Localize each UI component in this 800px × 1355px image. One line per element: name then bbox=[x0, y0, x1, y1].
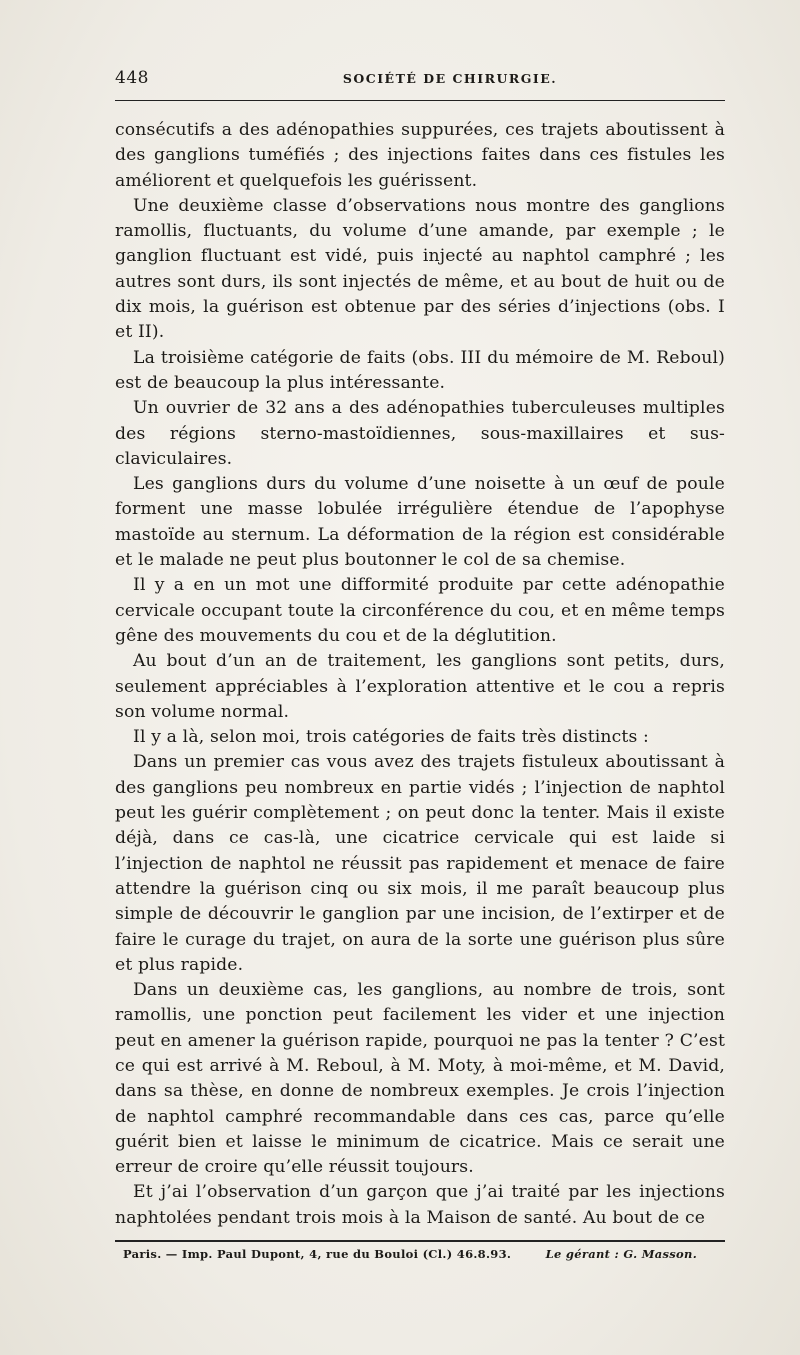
paragraph: Et j’ai l’observation d’un garçon que j’ai traité par les injections naphtolées pendant trois mois à la Maison de santé. Au bout de ce bbox=[115, 1182, 725, 1228]
running-head: SOCIÉTÉ DE CHIRURGIE. bbox=[342, 71, 558, 86]
footer-rule bbox=[115, 1240, 725, 1242]
paragraph: Au bout d’un an de traitement, les ganglions sont petits, durs, seulement appréciables à l’exploration attentive et le cou a repris son volume normal. bbox=[115, 651, 725, 722]
paragraph: Les ganglions durs du volume d’une noisette à un œuf de poule forment une masse lobulée irrégulière étendue de l’apophyse mastoïde au sternum. La déformation de la région est considérable et le malade ne peut plus boutonner le col de sa chemise. bbox=[115, 474, 725, 571]
gerant-text: Le gérant : G. Masson. bbox=[545, 1247, 697, 1261]
paragraph: Un ouvrier de 32 ans a des adénopathies tuberculeuses multiples des régions sterno-mastoïdiennes, sous-maxillaires et sus-claviculaires. bbox=[115, 398, 725, 469]
paragraph: Dans un deuxième cas, les ganglions, au nombre de trois, sont ramollis, une ponction peut facilement les vider et une injection peut en amener la guérison rapide, pourquoi ne pas la tenter ? C’est ce qui est arrivé à M. Reboul, à M. Moty, à moi-même, et M. David, dans sa thèse, en donne de nombreux exemples. Je crois l’injection de naphtol camphré recommandable dans ces cas, parce qu’elle guérit bien et laisse le minimum de cicatrice. Mais ce serait une erreur de croire qu’elle réussit toujours. bbox=[115, 980, 725, 1178]
imprint-text: Paris. — Imp. Paul Dupont, 4, rue du Bouloi (Cl.) 46.8.93. bbox=[123, 1247, 512, 1261]
paragraph: consécutifs a des adénopathies suppurées, ces trajets aboutissent à des ganglions tuméfiés ; des injections faites dans ces fistules les améliorent et quelquefois les guérissent. bbox=[115, 120, 725, 191]
header-rule bbox=[115, 100, 725, 101]
paragraph: Dans un premier cas vous avez des trajets fistuleux aboutissant à des ganglions peu nombreux en partie vidés ; l’injection de naphtol peut les guérir complètement ; on peut donc la tenter. Mais il existe déjà, dans ce cas-là, une cicatrice cervicale qui est laide si l’injection de naphtol ne réussit pas rapidement et menace de faire attendre la guérison cinq ou six mois, il me paraît beaucoup plus simple de découvrir le ganglion par une incision, de l’extirper et de faire le curage du trajet, on aura de la sorte une guérison plus sûre et plus rapide. bbox=[115, 752, 725, 975]
paragraph: Il y a là, selon moi, trois catégories de faits très distincts : bbox=[133, 727, 649, 748]
paragraph: La troisième catégorie de faits (obs. III du mémoire de M. Reboul) est de beaucoup la plus intéressante. bbox=[115, 347, 725, 393]
page-header bbox=[115, 66, 725, 94]
body-text bbox=[115, 118, 725, 1231]
paragraph: Une deuxième classe d’observations nous montre des ganglions ramollis, fluctuants, du volume d’une amande, par exemple ; le ganglion fluctuant est vidé, puis injecté au naphtol camphré ; les autres sont durs, ils sont injectés de même, et au bout de huit ou de dix mois, la guérison est obtenue par des séries d’injections (obs. I et II). bbox=[115, 195, 725, 343]
page-number: 448 bbox=[115, 68, 149, 88]
paragraph: Il y a en un mot une difformité produite par cette adénopathie cervicale occupant toute la circonférence du cou, et en même temps gêne des mouvements du cou et de la déglutition. bbox=[115, 575, 725, 646]
printer-imprint bbox=[115, 1247, 725, 1261]
